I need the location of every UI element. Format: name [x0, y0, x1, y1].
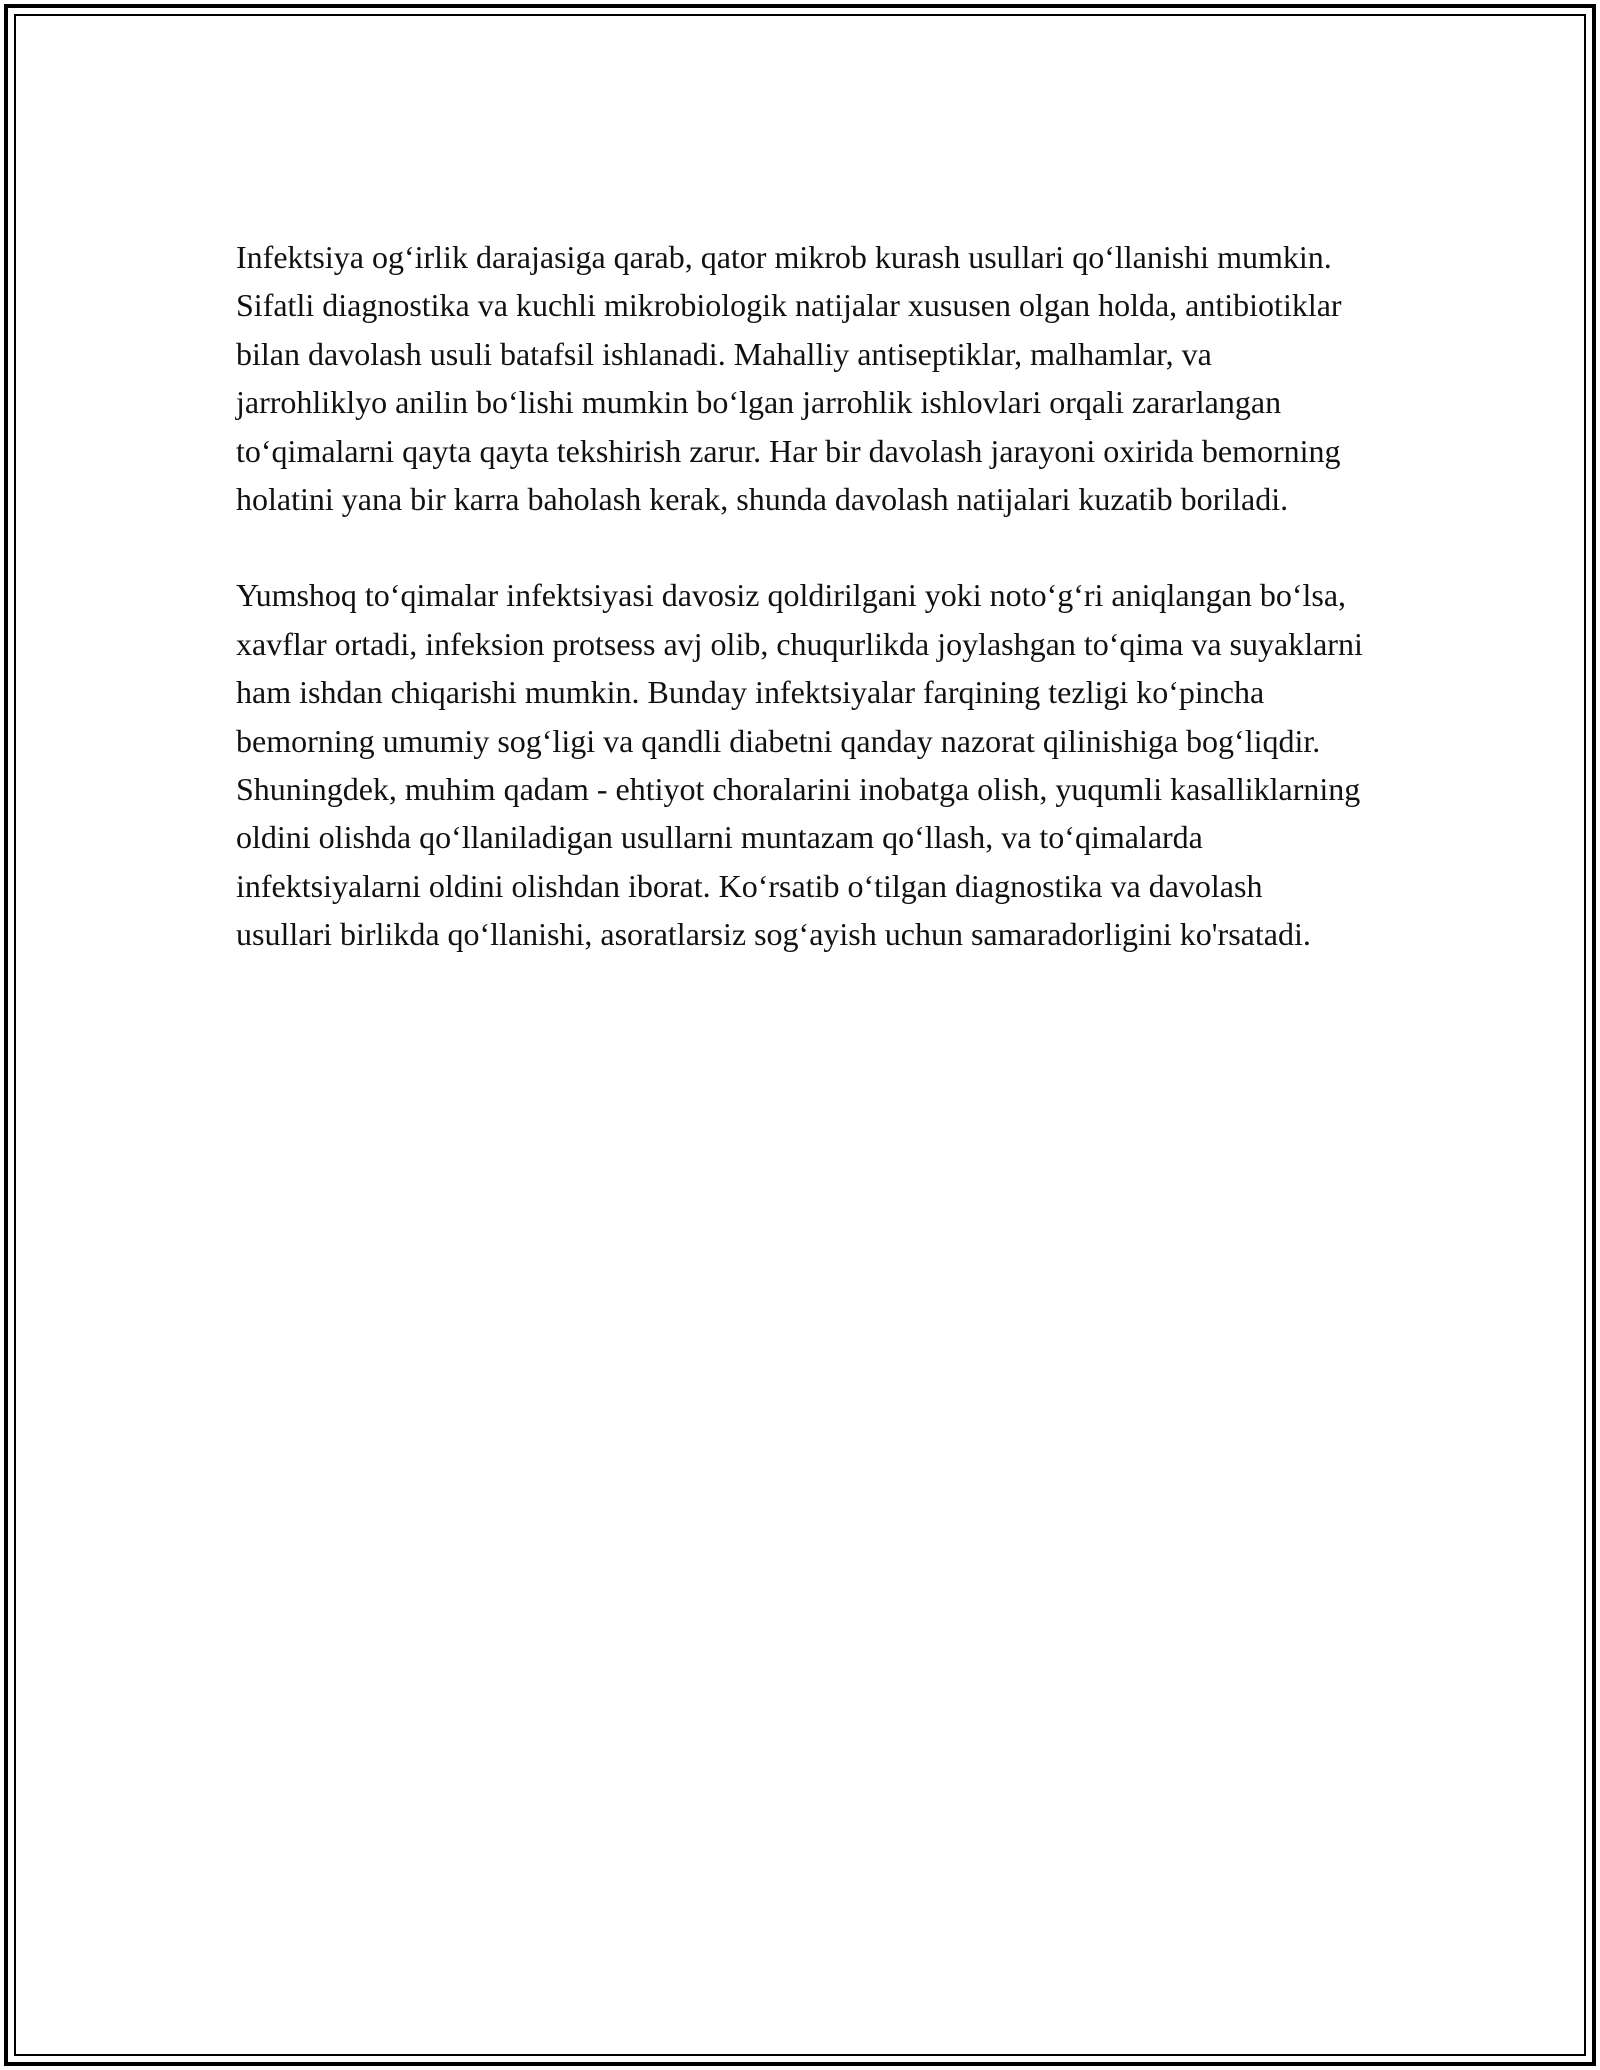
paragraph-2: Yumshoq to‘qimalar infektsiyasi davosiz qoldirilgani yoki noto‘g‘ri aniqlangan bo‘lsa, xavflar ortadi, infeksion protsess avj olib, chuqurlikda joylashgan to‘qima va suyaklarni ham ishdan chiqarishi mumkin. Bunday infektsiyalar farqining tezligi ko‘pincha bemorning umumiy sog‘ligi va qandli diabetni qanday nazorat qilinishiga bog‘liqdir. Shuningdek, muhim qadam - ehtiyot choralarini inobatga olish, yuqumli kasalliklarning oldini olishda qo‘llaniladigan usullarni muntazam qo‘llash, va to‘qimalarda infektsiyalarni oldini olishdan iborat. Ko‘rsatib o‘tilgan diagnostika va davolash usullari birlikda qo‘llanishi, asoratlarsiz sog‘ayish uchun samaradorligini ko'rsatadi.: [236, 577, 1363, 953]
document-body: [236, 233, 1366, 1007]
paragraph-1: Infektsiya og‘irlik darajasiga qarab, qator mikrob kurash usullari qo‘llanishi mumkin. Sifatli diagnostika va kuchli mikrobiologik natijalar xususen olgan holda, antibiotiklar bilan davolash usuli batafsil ishlanadi. Mahalliy antiseptiklar, malhamlar, va jarrohliklyo anilin bo‘lishi mumkin bo‘lgan jarrohlik ishlovlari orqali zararlangan to‘qimalarni qayta qayta tekshirish zarur. Har bir davolash jarayoni oxirida bemorning holatini yana bir karra baholash kerak, shunda davolash natijalari kuzatib boriladi.: [236, 239, 1342, 518]
